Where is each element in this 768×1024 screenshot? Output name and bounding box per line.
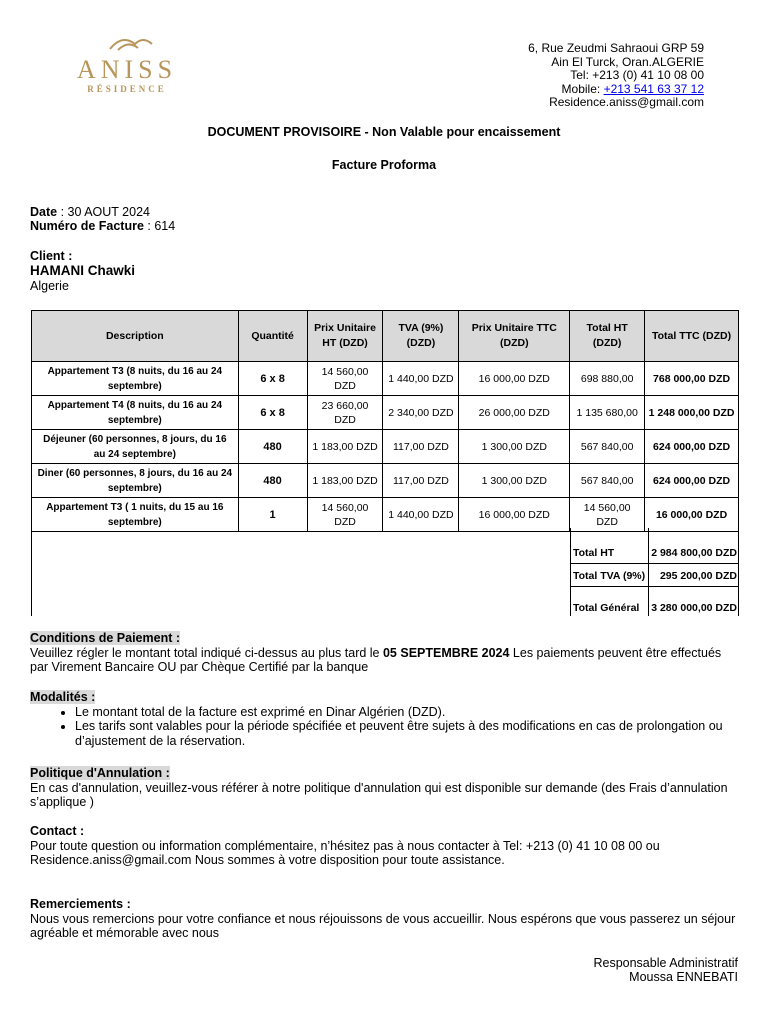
row-total-ttc: 624 000,00 DZD: [645, 430, 739, 464]
row-quantity: 480: [238, 430, 307, 464]
total-general-label: Total Général: [573, 602, 640, 614]
contact-section: [30, 824, 740, 868]
row-description: Appartement T3 ( 1 nuits, du 15 au 16 septembre): [32, 498, 239, 532]
invoice-table: [31, 310, 739, 532]
contact-text: Pour toute question ou information complémentaire, n’hésitez pas à nous contacter à Tel: +213 (0) 41 10 08 00 ou Residence.aniss@gmail.com Nous sommes à votre disposition pour toute assistance.: [30, 838, 660, 867]
row-total-ht: 1 135 680,00: [570, 396, 645, 430]
row-unit-price-ttc: 1 300,00 DZD: [459, 464, 570, 498]
client-country: Algerie: [30, 279, 69, 293]
mountain-logo-icon: [110, 40, 152, 50]
client-label: Client :: [30, 249, 73, 263]
row-description: Déjeuner (60 personnes, 8 jours, du 16 au 24 septembre): [32, 430, 239, 464]
row-unit-price-ht: 14 560,00 DZD: [307, 498, 383, 532]
row-unit-price-ttc: 26 000,00 DZD: [459, 396, 570, 430]
total-general-line: [570, 594, 739, 616]
payment-section: [30, 631, 740, 675]
payment-text: Veuillez régler le montant total indiqué ci-dessus au plus tard le 05 SEPTEMBRE 2024 Les paiements peuvent être effectués par Virement Bancaire OU par Chèque Certifié par la banque: [30, 645, 722, 674]
company-logo: [40, 22, 230, 112]
row-total-ht: 698 880,00: [570, 362, 645, 396]
signature-block: [593, 956, 738, 984]
total-tva-line: [570, 563, 739, 587]
row-total-ht: 14 560,00 DZD: [570, 498, 645, 532]
table-header-row: [32, 311, 739, 362]
row-tva: 1 440,00 DZD: [383, 362, 459, 396]
row-unit-price-ht: 1 183,00 DZD: [307, 430, 383, 464]
thanks-text: Nous vous remercions pour votre confiance et nous réjouissons de vous accueillir. Nous espérons que vous passerez un séjour agréable et mémorable avec nous: [30, 911, 736, 940]
row-total-ttc: 624 000,00 DZD: [645, 464, 739, 498]
total-ht-line: [570, 538, 739, 564]
doc-notice: DOCUMENT PROVISOIRE - Non Valable pour encaissement: [207, 125, 561, 139]
modalites-heading: Modalités :: [30, 690, 96, 704]
table-row: [32, 362, 739, 396]
list-item: • Le montant total de la facture est exprimé en Dinar Algérien (DZD).: [75, 705, 740, 720]
row-unit-price-ht: 23 660,00 DZD: [307, 396, 383, 430]
row-unit-price-ttc: 16 000,00 DZD: [459, 498, 570, 532]
table-row: [32, 396, 739, 430]
header-unit-price-ht: Prix Unitaire HT (DZD): [307, 311, 383, 362]
header-tva: TVA (9%) (DZD): [383, 311, 459, 362]
total-ht-label: Total HT: [573, 547, 615, 559]
mobile-link[interactable]: +213 541 63 37 12: [603, 81, 704, 96]
row-description: Diner (60 personnes, 8 jours, du 16 au 24 septembre): [32, 464, 239, 498]
cancel-text: En cas d'annulation, veuillez-vous référer à notre politique d'annulation qui est disponible sur demande (des Frais d’annulation s’applique ): [30, 780, 728, 809]
invoice-number-line: Numéro de Facture : 614: [30, 219, 176, 233]
contact-heading: Contact :: [30, 824, 85, 838]
modalites-list: [30, 705, 740, 749]
total-tva-label: Total TVA (9%): [573, 570, 646, 582]
date-line: Date : 30 AOUT 2024: [30, 205, 150, 219]
total-ht-value: 2 984 800,00 DZD: [651, 547, 737, 559]
table-row: [32, 498, 739, 532]
thanks-heading: Remerciements :: [30, 897, 131, 911]
row-total-ht: 567 840,00: [570, 464, 645, 498]
logo-subtitle: RÉSIDENCE: [87, 84, 167, 94]
header-unit-price-ttc: Prix Unitaire TTC (DZD): [459, 311, 570, 362]
modalites-section: [30, 690, 740, 748]
row-unit-price-ttc: 16 000,00 DZD: [459, 362, 570, 396]
row-total-ttc: 16 000,00 DZD: [645, 498, 739, 532]
total-general-value: 3 280 000,00 DZD: [651, 602, 737, 614]
header-description: Description: [32, 311, 239, 362]
address-line-2: Ain El Turck, Oran.ALGERIE: [551, 54, 704, 69]
total-tva-value: 295 200,00 DZD: [659, 570, 737, 582]
header-total-ttc: Total TTC (DZD): [645, 311, 739, 362]
company-address: [528, 42, 704, 110]
row-tva: 1 440,00 DZD: [383, 498, 459, 532]
row-tva: 117,00 DZD: [383, 464, 459, 498]
row-tva: 2 340,00 DZD: [383, 396, 459, 430]
doc-title: Facture Proforma: [331, 158, 437, 172]
header-total-ht: Total HT (DZD): [570, 311, 645, 362]
row-quantity: 480: [238, 464, 307, 498]
mobile: Mobile: +213 541 63 37 12: [561, 81, 704, 96]
table-row: [32, 464, 739, 498]
logo-name: ANISS: [76, 55, 178, 84]
row-unit-price-ht: 14 560,00 DZD: [307, 362, 383, 396]
payment-heading: Conditions de Paiement :: [30, 631, 181, 645]
row-description: Appartement T4 (8 nuits, du 16 au 24 septembre): [32, 396, 239, 430]
row-tva: 117,00 DZD: [383, 430, 459, 464]
phone: Tel: +213 (0) 41 10 08 00: [570, 68, 704, 83]
row-unit-price-ht: 1 183,00 DZD: [307, 464, 383, 498]
row-total-ht: 567 840,00: [570, 430, 645, 464]
client-name: HAMANI Chawki: [30, 263, 136, 278]
row-quantity: 6 x 8: [238, 396, 307, 430]
row-quantity: 6 x 8: [238, 362, 307, 396]
address-line-1: 6, Rue Zeudmi Sahraoui GRP 59: [528, 41, 704, 55]
payment-deadline: 05 SEPTEMBRE 2024: [382, 645, 510, 660]
row-total-ttc: 768 000,00 DZD: [645, 362, 739, 396]
list-item: • Les tarifs sont valables pour la période spécifiée et peuvent être sujets à des modifications en cas de prolongation ou d’ajustement de la réservation.: [75, 719, 740, 748]
row-unit-price-ttc: 1 300,00 DZD: [459, 430, 570, 464]
thanks-section: [30, 897, 740, 941]
cancel-heading: Politique d'Annulation :: [30, 766, 170, 780]
row-total-ttc: 1 248 000,00 DZD: [645, 396, 739, 430]
table-row: [32, 430, 739, 464]
signature-name: Moussa ENNEBATI: [629, 970, 738, 984]
cancel-section: [30, 766, 740, 810]
row-quantity: 1: [238, 498, 307, 532]
email: Residence.aniss@gmail.com: [549, 95, 704, 110]
row-description: Appartement T3 (8 nuits, du 16 au 24 septembre): [32, 362, 239, 396]
signature-role: Responsable Administratif: [593, 956, 738, 970]
header-quantity: Quantité: [238, 311, 307, 362]
